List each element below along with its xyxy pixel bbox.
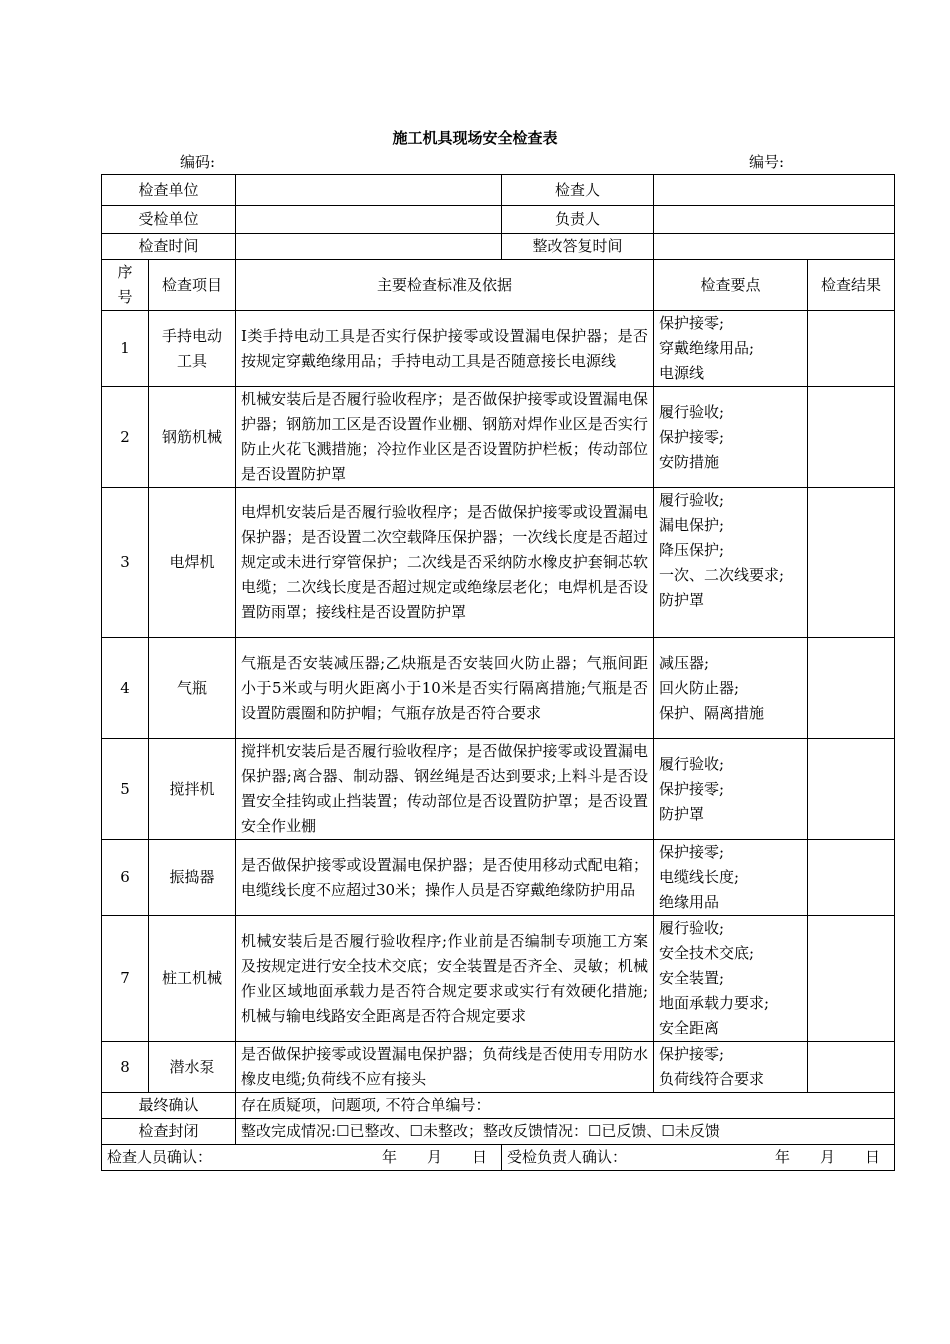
- row-result[interactable]: [808, 840, 895, 916]
- row-item: 桩工机械: [149, 916, 236, 1042]
- point: 安防措施: [659, 452, 720, 471]
- point: 安全装置;: [659, 969, 725, 987]
- point: 保护接零;: [659, 314, 725, 332]
- final-confirm-text[interactable]: 存在质疑项，问题项, 不符合单编号：: [236, 1093, 895, 1119]
- point: 安全技术交底;: [659, 944, 755, 962]
- point: 电源线: [659, 364, 705, 382]
- close-row: [102, 1119, 895, 1145]
- col-points: 检查要点: [654, 260, 808, 311]
- row-no: 3: [102, 488, 149, 638]
- row-result[interactable]: [808, 1042, 895, 1093]
- point: 保护接零;: [659, 427, 725, 446]
- inspected-confirm-label: 受检负责人确认：: [507, 1148, 628, 1166]
- table-row: [102, 311, 895, 387]
- row-standard: 气瓶是否安装减压器;乙炔瓶是否安装回火防止器；气瓶间距小于5米或与明火距离小于10米是否实行隔离措施;气瓶是否设置防震圈和防护帽；气瓶存放是否符合要求: [236, 638, 654, 739]
- point: 保护接零;: [659, 1045, 725, 1063]
- row-result[interactable]: [808, 311, 895, 387]
- point: 负荷线符合要求: [659, 1070, 765, 1088]
- inspect-time-label: 检查时间: [102, 234, 236, 260]
- row-result[interactable]: [808, 488, 895, 638]
- row-no: 4: [102, 638, 149, 739]
- point: 回火防止器;: [659, 678, 740, 697]
- row-item: 潜水泵: [149, 1042, 236, 1093]
- row-no: 7: [102, 916, 149, 1042]
- point: 绝缘用品: [659, 893, 720, 911]
- row-no: 5: [102, 739, 149, 840]
- signature-row: [102, 1145, 895, 1171]
- row-points: [654, 1042, 808, 1093]
- row-standard: 电焊机安装后是否履行验收程序；是否做保护接零或设置漏电保护器；是否设置二次空载降压保护器；一次线长度是否超过规定或未进行穿管保护；二次线是否采纳防水橡皮护套铜芯软电缆；二次线长度是否超过规定或绝缘层老化；电焊机是否设置防雨罩；接线柱是否设置防护罩: [236, 488, 654, 638]
- row-result[interactable]: [808, 387, 895, 488]
- row-standard: 机械安装后是否履行验收程序;作业前是否编制专项施工方案及按规定进行安全技术交底；安全装置是否齐全、灵敏；机械作业区域地面承载力是否符合规定要求或实行有效硬化措施;机械与输电线路安全距离是否符合规定要求: [236, 916, 654, 1042]
- point: 保护接零;: [659, 779, 725, 798]
- point: 履行验收;: [659, 402, 725, 421]
- row-item: 气瓶: [149, 638, 236, 739]
- row-no: 8: [102, 1042, 149, 1093]
- table-row: [102, 739, 895, 840]
- row-points: [654, 638, 808, 739]
- inspector-signature[interactable]: [102, 1145, 502, 1171]
- row-result[interactable]: [808, 916, 895, 1042]
- row-points: [654, 488, 808, 638]
- row-standard: 是否做保护接零或设置漏电保护器；负荷线是否使用专用防水橡皮电缆;负荷线不应有接头: [236, 1042, 654, 1093]
- row-no: 2: [102, 387, 149, 488]
- row-no: 6: [102, 840, 149, 916]
- table-row: [102, 387, 895, 488]
- row-points: [654, 916, 808, 1042]
- col-result: 检查结果: [808, 260, 895, 311]
- row-points: [654, 739, 808, 840]
- inspect-unit-label: 检查单位: [102, 175, 236, 206]
- row-points: [654, 840, 808, 916]
- table-row: [102, 1042, 895, 1093]
- inspection-table: [101, 174, 895, 1171]
- point: 降压保护;: [659, 541, 725, 559]
- table-row: [102, 638, 895, 739]
- row-points: [654, 311, 808, 387]
- inspected-unit-label: 受检单位: [102, 206, 236, 234]
- row-item: 电焊机: [149, 488, 236, 638]
- header-row-1: [102, 175, 895, 206]
- table-row: [102, 916, 895, 1042]
- column-header-row: [102, 260, 895, 311]
- point: 保护接零;: [659, 843, 725, 861]
- header-row-3: [102, 234, 895, 260]
- point: 保护、隔离措施: [659, 703, 765, 722]
- point: 安全距离: [659, 1019, 720, 1037]
- row-standard: 搅拌机安装后是否履行验收程序；是否做保护接零或设置漏电保护器;离合器、制动器、钢丝绳是否达到要求;上料斗是否设置安全挂钩或止挡装置；传动部位是否设置防护罩；是否设置安全作业棚: [236, 739, 654, 840]
- inspector-label: 检查人: [502, 175, 654, 206]
- number-label: 编号:: [749, 153, 785, 171]
- point: 履行验收;: [659, 491, 725, 509]
- point: 漏电保护;: [659, 516, 725, 534]
- final-confirm-label: 最终确认: [102, 1093, 236, 1119]
- code-label: 编码:: [180, 153, 216, 171]
- inspected-unit-value[interactable]: [236, 206, 502, 234]
- close-label: 检查封闭: [102, 1119, 236, 1145]
- rectify-reply-time-label: 整改答复时间: [502, 234, 654, 260]
- point: 电缆线长度;: [659, 868, 740, 886]
- row-points: [654, 387, 808, 488]
- rectify-reply-time-value[interactable]: [654, 234, 895, 260]
- row-no: 1: [102, 311, 149, 387]
- table-row: [102, 488, 895, 638]
- responsible-label: 负责人: [502, 206, 654, 234]
- final-confirm-row: [102, 1093, 895, 1119]
- responsible-value[interactable]: [654, 206, 895, 234]
- inspect-unit-value[interactable]: [236, 175, 502, 206]
- point: 履行验收;: [659, 919, 725, 937]
- row-standard: 是否做保护接零或设置漏电保护器；是否使用移动式配电箱；电缆线长度不应超过30米；操作人员是否穿戴绝缘防护用品: [236, 840, 654, 916]
- row-item: 钢筋机械: [149, 387, 236, 488]
- row-item: 振捣器: [149, 840, 236, 916]
- page-title: 施工机具现场安全检查表: [392, 129, 558, 147]
- point: 减压器;: [659, 653, 710, 672]
- col-standard: 主要检查标准及依据: [236, 260, 654, 311]
- point: 防护罩: [659, 591, 705, 609]
- table-row: [102, 840, 895, 916]
- inspector-value[interactable]: [654, 175, 895, 206]
- point: 一次、二次线要求;: [659, 566, 785, 584]
- row-item: 搅拌机: [149, 739, 236, 840]
- close-text[interactable]: 整改完成情况:☐已整改、☐未整改；整改反馈情况：☐已反馈、☐未反馈: [236, 1119, 895, 1145]
- inspect-time-value[interactable]: [236, 234, 502, 260]
- point: 履行验收;: [659, 754, 725, 773]
- col-item: 检查项目: [149, 260, 236, 311]
- inspector-confirm-label: 检查人员确认：: [107, 1148, 213, 1166]
- header-row-2: [102, 206, 895, 234]
- point: 防护罩: [659, 804, 705, 823]
- row-standard: 机械安装后是否履行验收程序；是否做保护接零或设置漏电保护器；钢筋加工区是否设置作业棚、钢筋对焊作业区是否实行防止火花飞溅措施；冷拉作业区是否设置防护栏板；传动部位是否设置防护罩: [236, 387, 654, 488]
- point: 地面承载力要求;: [659, 994, 770, 1012]
- row-result[interactable]: [808, 638, 895, 739]
- inspector-date: 年 月 日: [382, 1148, 488, 1166]
- inspected-signature[interactable]: [502, 1145, 895, 1171]
- row-item: 手持电动工具: [149, 311, 236, 387]
- col-seq: 序号: [102, 260, 149, 311]
- point: 穿戴绝缘用品;: [659, 339, 755, 357]
- row-standard: Ⅰ类手持电动工具是否实行保护接零或设置漏电保护器；是否按规定穿戴绝缘用品；手持电动工具是否随意接长电源线: [236, 311, 654, 387]
- inspected-date: 年 月 日: [775, 1148, 881, 1166]
- row-result[interactable]: [808, 739, 895, 840]
